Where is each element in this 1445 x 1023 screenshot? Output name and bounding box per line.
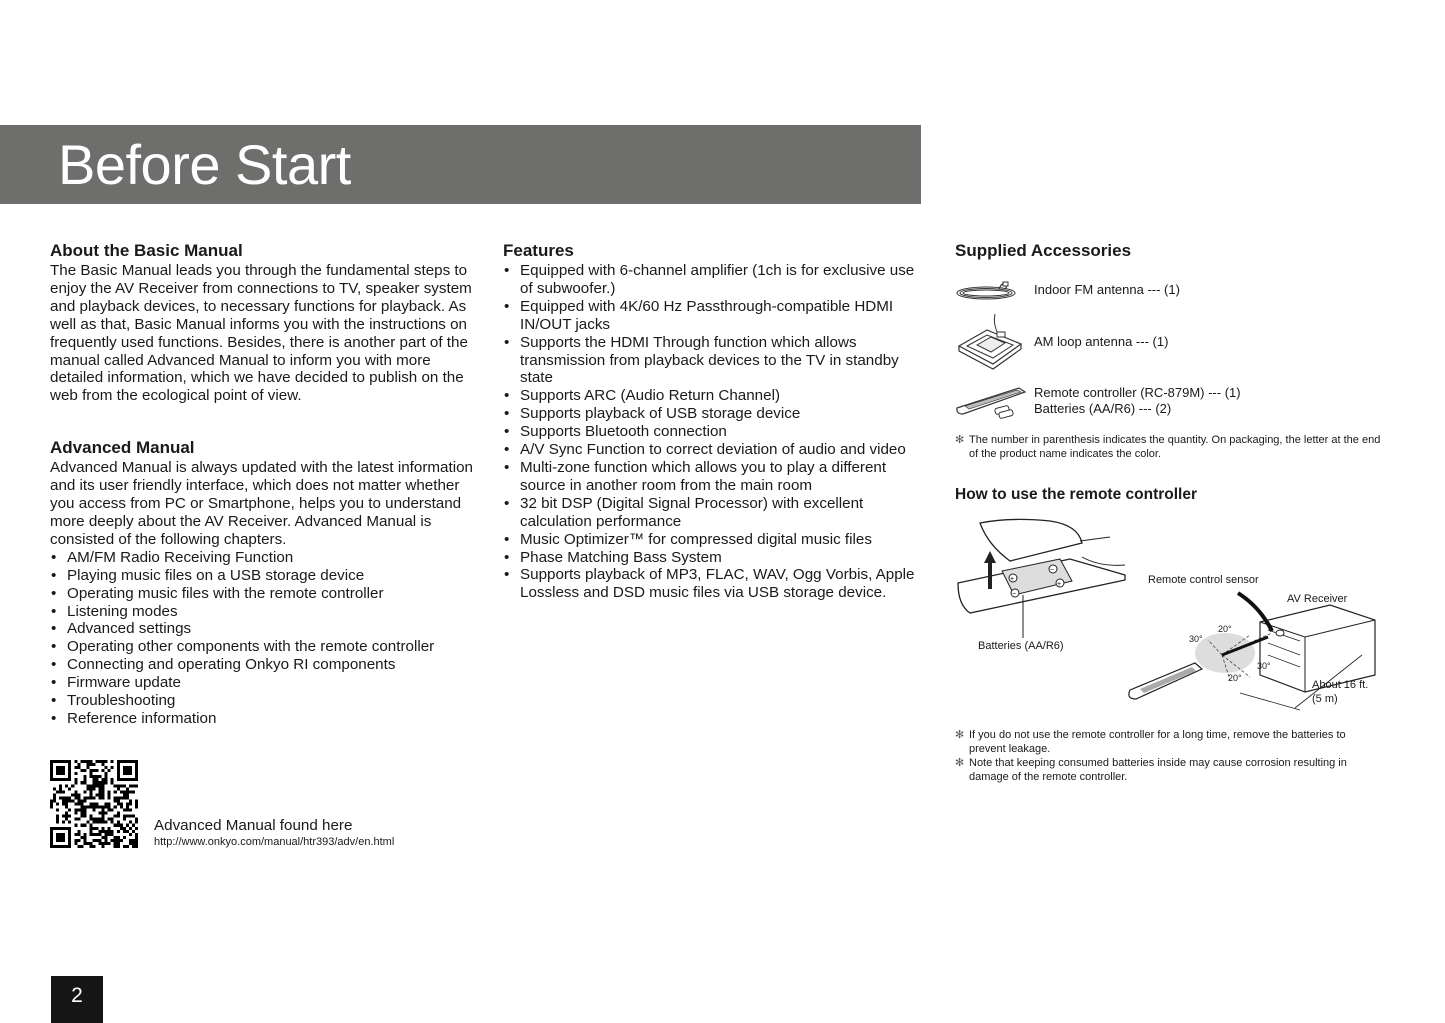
- page-number: 2: [51, 976, 103, 1023]
- label-angle-right: 30°: [1257, 661, 1271, 671]
- feature-item: • Supports Bluetooth connection: [504, 423, 727, 441]
- feature-item: • Multi-zone function which allows you to play a different source in another room from the main room: [504, 458, 887, 494]
- accessory-label: Batteries (AA/R6) --- (2): [1034, 401, 1172, 416]
- svg-text:+: +: [1057, 581, 1062, 588]
- feature-item: • A/V Sync Function to correct deviation of audio and video: [504, 441, 906, 459]
- batteries-icon: [994, 405, 1013, 418]
- label-distance-ft: About 16 ft.: [1312, 679, 1369, 691]
- label-angle-up: 20°: [1218, 624, 1232, 634]
- am-loop-antenna-icon: [955, 312, 1025, 370]
- remote-controller-icon: [955, 382, 1027, 420]
- accessory-label: AM loop antenna --- (1): [1034, 334, 1169, 349]
- feature-item: • Supports playback of MP3, FLAC, WAV, Ogg Vorbis, Apple Lossless and DSD music files via USB storage device.: [504, 566, 915, 602]
- label-angle-down: 20°: [1228, 673, 1242, 683]
- chapter-item: • AM/FM Radio Receiving Function: [51, 548, 294, 566]
- fm-antenna-icon: [955, 278, 1021, 304]
- label-batteries: Batteries (AA/R6): [978, 640, 1064, 652]
- chapter-item: • Troubleshooting: [51, 692, 176, 710]
- advanced-manual-chapter-list: [50, 549, 480, 728]
- section-heading-advanced-manual: Advanced Manual: [50, 438, 195, 458]
- section-heading-remote: How to use the remote controller: [955, 486, 1198, 503]
- feature-item: • Phase Matching Bass System: [504, 548, 722, 566]
- label-angle-left: 30°: [1189, 634, 1203, 644]
- label-av-receiver: AV Receiver: [1287, 593, 1348, 605]
- remote-notes: [955, 728, 1375, 784]
- section-heading-features: Features: [503, 241, 574, 260]
- asterisk-icon: ✻: [955, 434, 965, 446]
- remote-note: ✻ Note that keeping consumed batteries inside may cause corrosion resulting in damage of the remote controller.: [955, 757, 1347, 783]
- advanced-manual-url-link[interactable]: http://www.onkyo.com/manual/htr393/adv/en.html: [154, 836, 395, 848]
- remote-note: ✻ If you do not use the remote controller for a long time, remove the batteries to prevent leakage.: [955, 729, 1346, 755]
- label-distance-m: (5 m): [1312, 693, 1338, 705]
- basic-manual-body: The Basic Manual leads you through the fundamental steps to enjoy the AV Receiver from connections to TV, speaker system and playback devices, to necessary functions for playback. As well as that, Basic Manual informs you with the instructions on frequently used functions. Besides, there is another part of the manual called Advanced Manual to inform you with more detailed information, which we have decided to publish on the web from the ecological point of view.: [50, 262, 472, 405]
- accessory-item-fm-antenna: [955, 278, 1375, 308]
- feature-item: • Music Optimizer™ for compressed digital music files: [504, 530, 872, 548]
- chapter-item: • Listening modes: [51, 602, 178, 620]
- qr-caption: Advanced Manual found here: [154, 817, 353, 834]
- asterisk-icon: ✻: [955, 729, 965, 741]
- battery-compartment-illustration: [958, 519, 1125, 638]
- column-basic-manual: [50, 240, 480, 728]
- chapter-item: • Operating music files with the remote controller: [51, 584, 384, 602]
- svg-text:−: −: [1050, 567, 1055, 574]
- chapter-item: • Firmware update: [51, 674, 181, 692]
- page-title: Before Start: [58, 133, 351, 196]
- column-features: [503, 240, 923, 602]
- chapter-item: • Playing music files on a USB storage device: [51, 566, 365, 584]
- label-remote-control-sensor: Remote control sensor: [1148, 574, 1259, 586]
- accessory-label: Indoor FM antenna --- (1): [1034, 282, 1180, 297]
- feature-item: • 32 bit DSP (Digital Signal Processor) with excellent calculation performance: [504, 494, 864, 530]
- features-list: [503, 262, 923, 602]
- section-heading-basic-manual: About the Basic Manual: [50, 241, 243, 260]
- section-heading-supplied-accessories: Supplied Accessories: [955, 241, 1132, 260]
- chapter-item: • Advanced settings: [51, 620, 192, 638]
- accessory-label: Remote controller (RC-879M) --- (1): [1034, 385, 1241, 400]
- svg-text:+: +: [1010, 576, 1015, 583]
- accessory-item-remote-controller: [955, 382, 1375, 422]
- svg-text:−: −: [1012, 591, 1017, 598]
- accessory-item-am-loop-antenna: [955, 312, 1375, 370]
- feature-item: • Equipped with 4K/60 Hz Passthrough-compatible HDMI IN/OUT jacks: [504, 297, 894, 333]
- feature-item: • Supports playback of USB storage device: [504, 405, 801, 423]
- qr-code[interactable]: [50, 760, 138, 848]
- column-accessories: [955, 240, 1385, 262]
- asterisk-icon: ✻: [955, 757, 965, 769]
- feature-item: • Supports ARC (Audio Return Channel): [504, 387, 781, 405]
- advanced-manual-body: Advanced Manual is always updated with the latest information and its user friendly interface, which does not matter whether you access from PC or Smartphone, helps you to understand more deeply about the AV Receiver. Advanced Manual is consisted of the following chapters.: [50, 459, 473, 548]
- remote-usage-diagram: [950, 515, 1380, 715]
- feature-item: • Equipped with 6-channel amplifier (1ch is for exclusive use of subwoofer.): [504, 262, 915, 297]
- chapter-item: • Reference information: [51, 709, 217, 727]
- chapter-item: • Operating other components with the remote controller: [51, 638, 435, 656]
- qr-code-image: [50, 760, 138, 848]
- feature-item: • Supports the HDMI Through function which allows transmission from playback devices to the TV in standby state: [504, 333, 899, 387]
- accessories-note: ✻ The number in parenthesis indicates the quantity. On packaging, the letter at the end of the product name indicates the color.: [955, 434, 1381, 460]
- chapter-item: • Connecting and operating Onkyo RI components: [51, 656, 396, 674]
